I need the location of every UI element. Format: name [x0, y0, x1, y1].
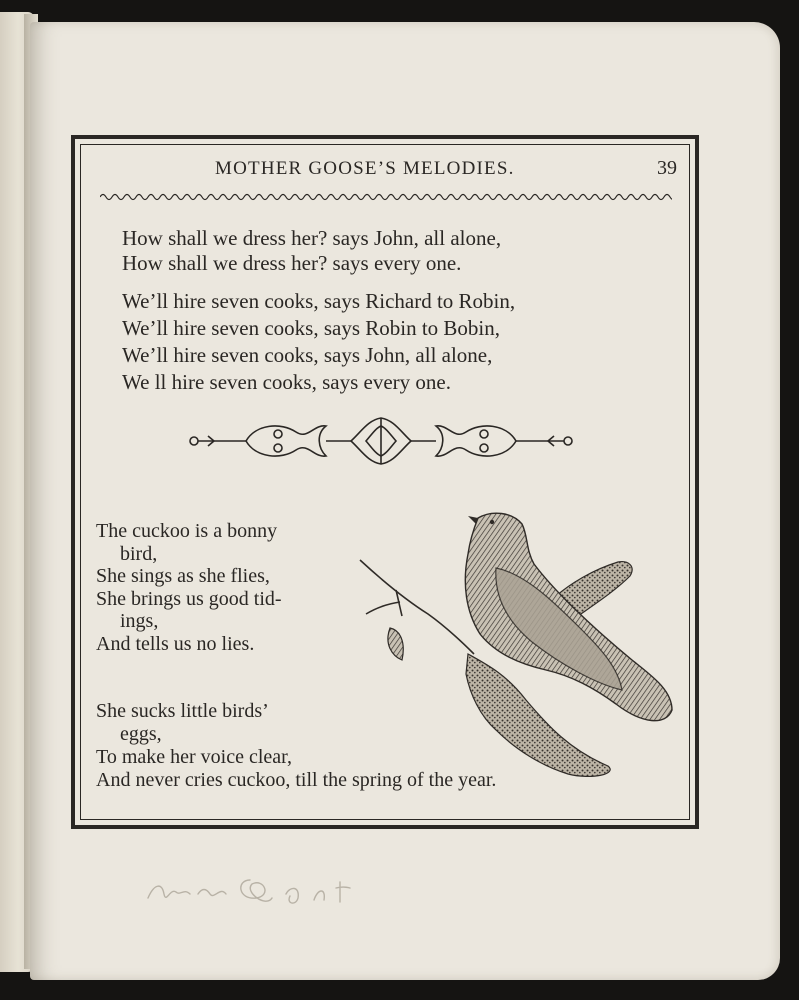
verse-line: To make her voice clear, [96, 746, 293, 768]
cuckoo-woodcut-icon [356, 504, 676, 784]
stanza-dress [122, 226, 501, 276]
verse-line: We’ll hire seven cooks, says Richard to Robin, [122, 289, 516, 313]
verse-line: How shall we dress her? says John, all alone, [122, 226, 502, 250]
verse-line: We ll hire seven cooks, says every one. [122, 370, 451, 394]
page-number: 39 [657, 157, 677, 179]
stanza-cuckoo-1 [96, 520, 282, 656]
floral-ornament-icon [186, 414, 576, 468]
stanza-cooks [122, 288, 515, 396]
verse-line: And never cries cuckoo, till the spring of the year. [96, 769, 497, 791]
verse-line: bird, [120, 542, 158, 565]
running-head: MOTHER GOOSE’S MELODIES. [215, 158, 515, 179]
verse-line: ings, [120, 610, 159, 633]
verse-line: She brings us good tid- [96, 587, 282, 610]
verse-line: She sucks little birds’ [96, 700, 269, 722]
wavy-rule [100, 190, 672, 204]
verse-line: We’ll hire seven cooks, says John, all alone, [122, 343, 493, 367]
verse-line: She sings as she flies, [96, 565, 270, 588]
verse-line: How shall we dress her? says every one. [122, 251, 462, 275]
verse-line: We’ll hire seven cooks, says Robin to Bobin, [122, 316, 501, 340]
verse-line: eggs, [120, 723, 162, 745]
verse-line: And tells us no lies. [96, 632, 255, 655]
verse-line: The cuckoo is a bonny [96, 520, 278, 542]
pencil-signature-icon [140, 858, 380, 918]
